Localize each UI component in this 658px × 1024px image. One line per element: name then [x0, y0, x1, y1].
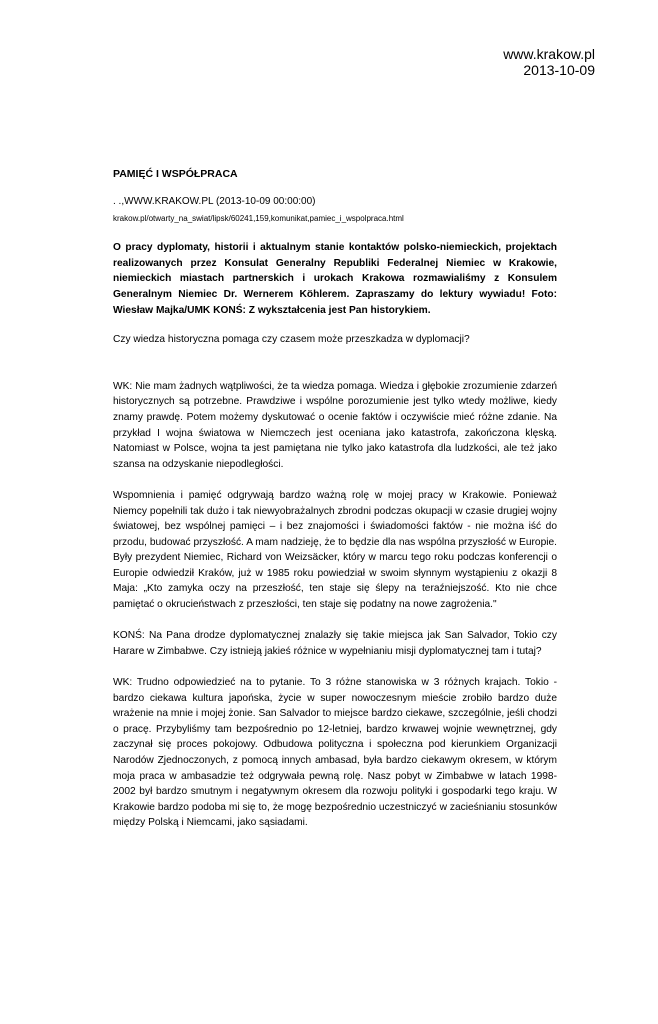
interview-answer-3: WK: Trudno odpowiedzieć na to pytanie. To 3 różne stanowiska w 3 różnych krajach. Tokio - bardzo ciekawa kultura japońska, życie w super nowoczesnym mieście zrobiło bardzo duże wrażenie na mnie i mojej żonie. San Salvador to miejsce bardzo ciekawe, szczególnie, jeśli chodzi o pracę. Przybyliśmy tam bezpośrednio po 12-letniej, bardzo krwawej wojnie wewnętrznej, gdy zaczynał się proces pokojowy. Odbudowa polityczna i społeczna pod kierunkiem Organizacji Narodów Zjednoczonych, z pomocą innych ambasad, była bardzo ciekawym okresem, w którym moja praca w ambasadzie też odgrywała pewną rolę. Nasz pobyt w Zimbabwe w latach 1998-2002 był bardzo smutnym i negatywnym okresem dla rozwoju polityki i gospodarki tego kraju. W Krakowie bardzo podoba mi się to, że mogę bezpośrednio uczestniczyć w zacieśnianiu stosunków między Polską i Niemcami, jako sąsiadami.	[113, 677, 557, 829]
interview-question-1: Czy wiedza historyczna pomaga czy czasem może przeszkadza w dyplomacji?	[113, 334, 470, 346]
article-title: PAMIĘĆ I WSPÓŁPRACA	[113, 168, 238, 180]
article-url: krakow.pl/otwarty_na_swiat/lipsk/60241,159,komunikat,pamiec_i_wspolpraca.html	[113, 214, 404, 224]
article-lead: O pracy dyplomaty, historii i aktualnym stanie kontaktów polsko-niemieckich, projektach realizowanych przez Konsulat Generalny Republiki Federalnej Niemiec w Krakowie, niemieckich miastach partnerskich i urokach Krakowa rozmawialiśmy z Konsulem Generalnym Niemiec Dr. Wernerem Köhlerem. Zapraszamy do lektury wywiadu! Foto: Wiesław Majka/UMK KONŚ: Z wykształcenia jest Pan historykiem.	[113, 242, 557, 316]
document-date: 2013-10-09	[523, 62, 595, 78]
site-name: www.krakow.pl	[503, 46, 595, 62]
interview-question-2: KONŚ: Na Pana drodze dyplomatycznej znalazły się takie miejsca jak San Salvador, Tokio czy Harare w Zimbabwe. Czy istnieją jakieś różnice w wypełnianiu misji dyplomatycznej tam i tutaj?	[113, 630, 557, 657]
article-body	[113, 167, 557, 847]
interview-answer-2: Wspomnienia i pamięć odgrywają bardzo ważną rolę w mojej pracy w Krakowie. Ponieważ Niemcy popełnili tak dużo i tak niewyobrażalnych zbrodni podczas okupacji w czasie drugiej wojny światowej, bez wspólnej pamięci – i bez znajomości i świadomości faktów - nie można iść do przodu, budować przyszłość. A mam nadzieję, że to będzie dla nas wspólna przyszłość w Europie. Były prezydent Niemiec, Richard von Weizsäcker, który w marcu tego roku podczas konferencji o Europie odwiedził Kraków, już w 1985 roku powiedział w swoim słynnym wystąpieniu z okazji 8 Maja: „Kto zamyka oczy na przeszłość, ten staje się ślepy na teraźniejszość. Kto nie chce pamiętać o okrucieństwach z przeszłości, ten staje się podatny na nowe zagrożenia."	[113, 489, 557, 611]
interview-answer-1: WK: Nie mam żadnych wątpliwości, że ta wiedza pomaga. Wiedza i głębokie zrozumienie zdarzeń historycznych są potrzebne. Prawdziwe i wspólne porozumienie jest tylko wtedy możliwe, kiedy znamy prawdę. Potem możemy dyskutować o ocenie faktów i oczywiście mieć różne zdanie. Na przykład I wojna światowa w Niemczech jest oceniana jako katastrofa, zakończona klęską. Natomiast w Polsce, wojna ta jest pamiętana nie tylko jako katastrofa dla ludzkości, ale też jako szansa na odzyskanie niepodległości.	[113, 380, 557, 470]
document-header	[503, 46, 595, 78]
article-source: . .,WWW.KRAKOW.PL (2013-10-09 00:00:00)	[113, 195, 316, 207]
